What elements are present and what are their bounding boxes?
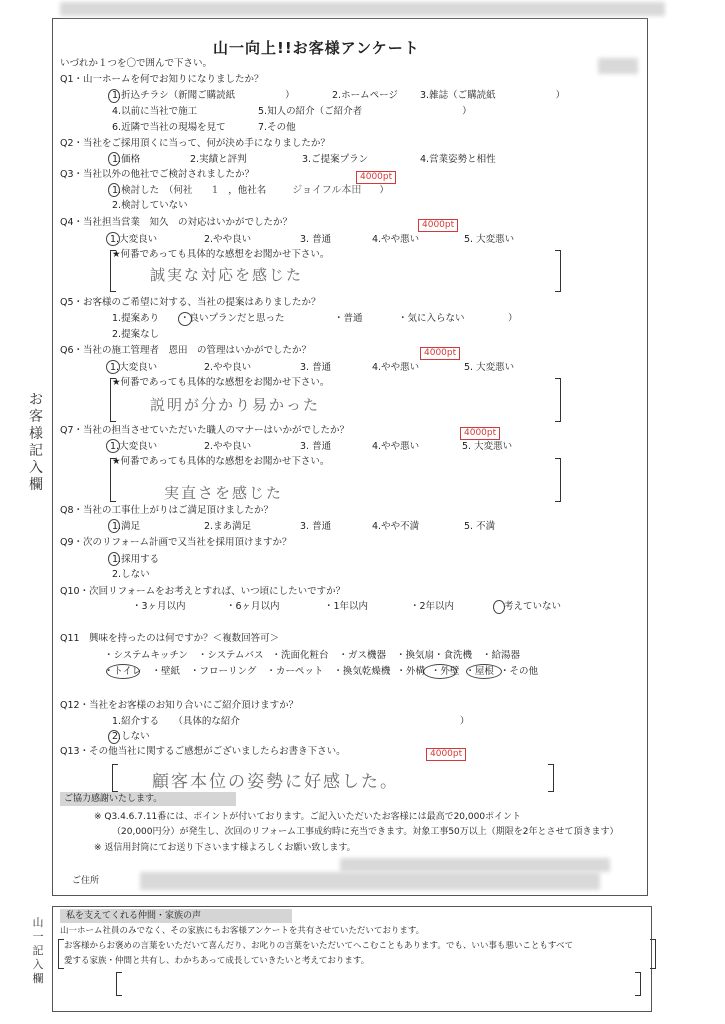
q1-option-6: 6.近隣で当社の現場を見て (112, 122, 226, 133)
q10-option-2: ・6ヶ月以内 (226, 601, 280, 612)
q12-option-2: 2.しない (112, 731, 150, 742)
q5-question: Q5・お客様のご希望に対する、当社の提案はありましたか？ (60, 297, 321, 308)
q4-rating-1: 1.大変良い (110, 234, 158, 245)
q11-row-1: ・システムキッチン ・システムバス ・洗面化粧台 ・ガス機器 ・換気扇・食洗機 ・給湯器 (104, 650, 521, 661)
q9-question: Q9・次のリフォーム計画で又当社を採用頂けますか？ (60, 537, 292, 548)
q1-option-1: 1.折込チラシ（新聞ご購読紙 ） (112, 90, 295, 101)
q11-row-2: ・トイレ ・壁紙 ・フローリング ・カーペット ・換気乾燥機 ・外構 ・外壁 ・屋根 ・その他 (104, 666, 538, 677)
q7-handwriting: 実直さを感じた (164, 484, 284, 502)
q5-option-1c: ・気に入らない (398, 313, 465, 324)
q6-feedback-prompt: ★何番であっても具体的な感想をお聞かせ下さい。 (112, 377, 330, 388)
q10-option-4: ・2年以内 (410, 601, 455, 612)
q7-bracket-left (110, 458, 116, 502)
q4-rating-5: 5. 大変悪い (464, 234, 515, 245)
bottom-line-1: 山一ホーム社員のみでなく、その家族にもお客様アンケートを共有させていただいております。 (60, 926, 425, 936)
q3-option-1: 1.検討した （何社 1 ，他社名 ジョイフル本田 ） (112, 185, 389, 196)
q7-rating-1: 1.大変良い (110, 441, 158, 452)
side-label: お 客 様 記 入 欄 (29, 392, 43, 493)
q7-question: Q7・当社の担当させていただいた職人のマナーはいかがでしたか？ (60, 425, 350, 436)
bottom-bracket2-right (635, 972, 641, 996)
q7-bracket-right (555, 458, 561, 502)
q12-question: Q12・当社をお客様のお知り合いにご紹介頂けますか？ (60, 700, 299, 711)
q6-rating-2: 2.やや良い (204, 362, 252, 373)
bottom-bracket-right (650, 939, 656, 969)
thanks-text: ご協力感謝いたします。 (64, 794, 163, 804)
q7-points: 4000pt (460, 427, 500, 440)
q1-option-5: 5.知人の紹介（ご紹介者 ） (258, 106, 472, 117)
redaction-address (140, 872, 600, 890)
q5-option-1: 1.提案あり (112, 313, 160, 324)
q6-rating-1: 1.大変良い (110, 362, 158, 373)
q1-option-7: 7.その他 (258, 122, 296, 133)
q5-option-1b: ・普通 (334, 313, 363, 324)
q3-question: Q3・当社以外の他社でご検討されましたか？ (60, 169, 255, 180)
q7-rating-2: 2.やや良い (204, 441, 252, 452)
q2-option-4: 4.営業姿勢と相性 (420, 154, 496, 165)
q10-option-5: 考えていない (504, 601, 562, 612)
bottom-line-3: 愛する家族・仲間と共有し、わかちあって成長していきたいと考えております。 (64, 956, 370, 966)
q6-bracket-right (555, 378, 561, 422)
q1-option-3: 3.雑誌（ご購読紙 ） (420, 90, 566, 101)
q4-bracket-left (110, 250, 116, 292)
q5-option-2: 2.提案なし (112, 329, 160, 340)
q9-option-2: 2.しない (112, 569, 150, 580)
q6-rating-5: 5. 大変悪い (464, 362, 515, 373)
instruction: いづれか１つを〇で囲んで下さい。 (60, 58, 213, 69)
q8-option-4: 4.やや不満 (372, 521, 420, 532)
q13-points: 4000pt (426, 748, 466, 761)
q2-option-3: 3.ご提案プラン (302, 154, 369, 165)
q8-option-3: 3. 普通 (300, 521, 332, 532)
bottom-line-2: お客様からお褒めの言葉をいただいて喜んだり、お叱りの言葉をいただいてへこむこともあります。でも、いい事も悪いこともすべて (64, 941, 574, 951)
q4-feedback-prompt: ★何番であっても具体的な感想をお聞かせ下さい。 (112, 249, 330, 260)
q2-question: Q2・当社をご採用頂くに当って、何が決め手になりましたか？ (60, 138, 330, 149)
q6-points: 4000pt (420, 347, 460, 360)
q7-rating-3: 3. 普通 (300, 441, 332, 452)
q4-rating-4: 4.やや悪い (372, 234, 420, 245)
q6-rating-4: 4.やや悪い (372, 362, 420, 373)
page-title: 山一向上!!お客様アンケート (213, 39, 420, 57)
q5-option-1a: ・良いプランだと思った (180, 313, 285, 324)
q4-points: 4000pt (418, 219, 458, 232)
q8-option-2: 2.まあ満足 (204, 521, 252, 532)
q8-option-5: 5. 不満 (464, 521, 496, 532)
q13-question: Q13・その他当社に関するご感想がございましたらお書き下さい。 (60, 746, 346, 757)
q7-feedback-prompt: ★何番であっても具体的な感想をお聞かせ下さい。 (112, 456, 330, 467)
q1-question: Q1・山一ホームを何でお知りになりましたか？ (60, 74, 264, 85)
q13-bracket-left (112, 764, 118, 792)
note-line-2: （20,000円分）が発生し、次回のリフォーム工事成約時に充当できます。対象工事50万以上（期限を2年とさせて頂きます） (112, 827, 619, 837)
q10-option-1: ・3ヶ月以内 (132, 601, 186, 612)
q6-bracket-left (110, 378, 116, 422)
q10-question: Q10・次回リフォームをお考えとすれば、いつ頃にしたいですか？ (60, 586, 346, 597)
q4-rating-3: 3. 普通 (300, 234, 332, 245)
q5-option-1d: ） (508, 313, 518, 324)
q1-option-2: 2.ホームページ (332, 90, 398, 101)
q4-handwriting: 誠実な対応を感じた (150, 266, 304, 284)
bottom-header: 私を支えてくれる仲間・家族の声 (66, 911, 202, 921)
q2-option-2: 2.実績と評判 (190, 154, 247, 165)
q11-question: Q11 興味を持ったのは何ですか？＜複数回答可＞ (60, 633, 280, 644)
q9-option-1: 1.採用する (112, 554, 160, 565)
q7-rating-4: 4.やや悪い (372, 441, 420, 452)
top-redaction (60, 2, 665, 16)
q7-rating-5: 5. 大変悪い (462, 441, 513, 452)
q10-option-3: ・1年以内 (324, 601, 369, 612)
q6-rating-3: 3. 普通 (300, 362, 332, 373)
q1-option-4: 4.以前に当社で施工 (112, 106, 198, 117)
q4-rating-2: 2.やや良い (204, 234, 252, 245)
bottom-bracket2-left (116, 972, 122, 996)
address-label: ご住所 (72, 876, 100, 886)
q8-question: Q8・当社の工事仕上がりはご満足頂けましたか？ (60, 505, 274, 516)
corner-redaction (598, 58, 638, 74)
q4-bracket-right (555, 250, 561, 292)
q3-points: 4000pt (356, 171, 396, 184)
q12-option-1: 1.紹介する （具体的な紹介 ） (112, 716, 470, 727)
q3-option-2: 2.検討していない (112, 200, 188, 211)
note-line-1: ※ Q3.4.6.7.11番には、ポイントが付いております。ご記入いただいたお客様には最高で20,000ポイント (94, 812, 522, 822)
q4-question: Q4・当社担当営業 知久 の対応はいかがでしたか？ (60, 217, 293, 228)
q6-handwriting: 説明が分かり易かった (150, 396, 321, 414)
bottom-side-label: 山 一 記 入 欄 (32, 916, 44, 985)
q2-option-1: 1.価格 (112, 154, 141, 165)
q8-option-1: 1.満足 (112, 521, 141, 532)
note-line-3: ※ 返信用封筒にてお送り下さいます様よろしくお願い致します。 (94, 843, 356, 853)
q13-bracket-right (548, 764, 554, 792)
q13-handwriting: 顧客本位の姿勢に好感した。 (152, 772, 399, 792)
redaction-1 (340, 858, 610, 872)
q6-question: Q6・当社の施工管理者 恩田 の管理はいかがでしたか？ (60, 345, 312, 356)
